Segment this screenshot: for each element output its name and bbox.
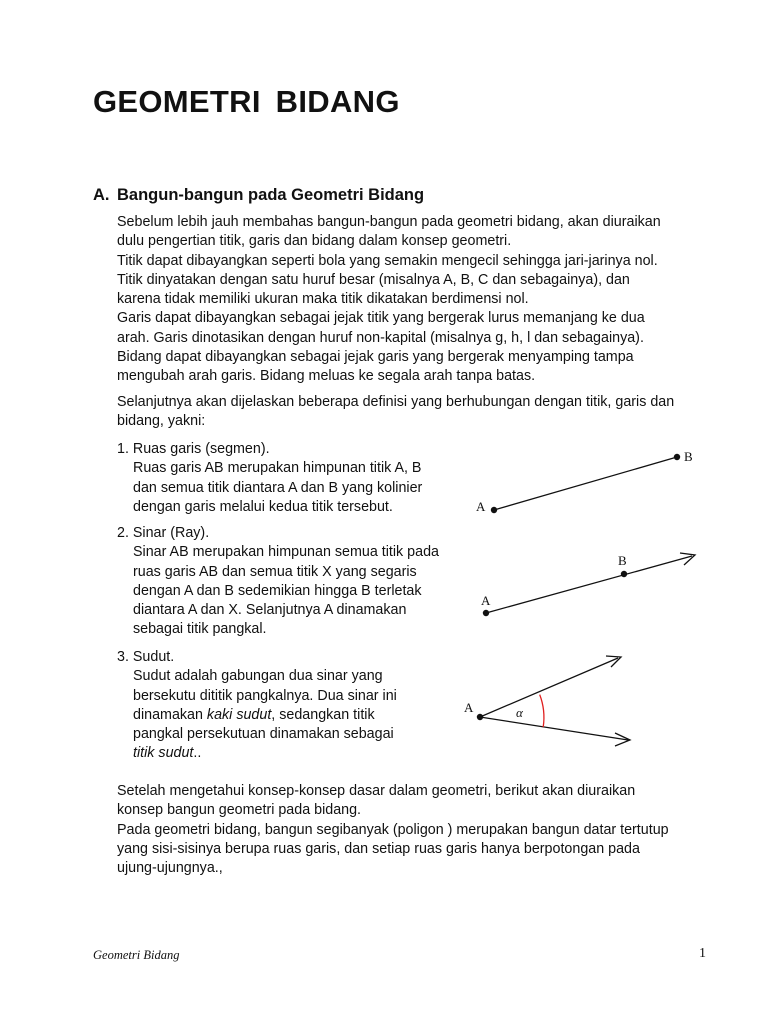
- ray-line: [486, 556, 692, 613]
- point-b-label: B: [684, 449, 693, 464]
- item-heading: 2. Sinar (Ray).: [117, 525, 210, 541]
- segment-diagram: [450, 440, 710, 525]
- point-b-label: B: [618, 553, 627, 568]
- angle-ray-upper: [480, 658, 618, 717]
- definition-item-ray: [117, 524, 467, 640]
- definition-item-segment: [117, 440, 467, 517]
- point-a-dot: [491, 507, 497, 513]
- item-line: [133, 706, 467, 725]
- intro-line: Titik dapat dibayangkan seperti bola yang semakin mengecil sehingga jari-jarinya nol.: [117, 252, 658, 269]
- point-a-dot: [477, 714, 483, 720]
- item-body: [117, 667, 467, 763]
- item-line: Sinar AB merupakan himpunan semua titik pada: [133, 544, 439, 561]
- item-line: bersekutu dititik pangkalnya. Dua sinar ini: [133, 687, 397, 704]
- segment-line: [494, 457, 677, 510]
- footer-title: Geometri Bidang: [93, 948, 180, 962]
- ray-diagram: [450, 540, 710, 625]
- item-text: ..: [193, 745, 202, 762]
- item-line: diantara A dan X. Selanjutnya A dinamakan: [133, 602, 407, 619]
- intro-line: karena tidak memiliki ukuran maka titik dikatakan berdimensi nol.: [117, 291, 529, 308]
- closing-paragraph: [117, 782, 727, 878]
- closing-line: konsep bangun geometri pada bidang.: [117, 802, 362, 819]
- item-line: pangkal persekutuan dinamakan sebagai: [133, 726, 394, 743]
- item-line: sebagai titik pangkal.: [133, 621, 267, 638]
- item-line: Sudut adalah gabungan dua sinar yang: [133, 668, 383, 685]
- closing-line: Pada geometri bidang, bangun segibanyak (poligon ) merupakan bangun datar tertutup: [117, 821, 669, 838]
- definitions-intro-line: bidang, yakni:: [117, 413, 206, 430]
- intro-line: arah. Garis dinotasikan dengan huruf non-kapital (misalnya g, h, l dan sebagainya).: [117, 329, 644, 346]
- intro-line: dulu pengertian titik, garis dan bidang dalam konsep geometri.: [117, 233, 512, 250]
- page-title: GEOMETRI BIDANG: [93, 84, 400, 119]
- item-text: dinamakan: [133, 706, 207, 723]
- intro-line: Sebelum lebih jauh membahas bangun-bangun pada geometri bidang, akan diuraikan: [117, 214, 661, 230]
- definition-item-angle: [117, 648, 467, 764]
- item-body: [117, 459, 467, 517]
- item-line: dengan A dan B sedemikian hingga B terletak: [133, 582, 422, 599]
- definitions-intro: [117, 393, 727, 432]
- definitions-intro-line: Selanjutnya akan dijelaskan beberapa definisi yang berhubungan dengan titik, garis dan: [117, 394, 675, 410]
- section-heading: [93, 186, 424, 205]
- intro-line: mengubah arah garis. Bidang meluas ke segala arah tanpa batas.: [117, 368, 536, 385]
- item-term: kaki sudut: [206, 706, 272, 723]
- closing-line: ujung-ujungnya.,: [117, 860, 223, 877]
- angle-ray-lower: [480, 717, 628, 740]
- point-b-dot: [674, 454, 680, 460]
- intro-line: Garis dapat dibayangkan sebagai jejak titik yang bergerak lurus memanjang ke dua: [117, 310, 645, 327]
- angle-alpha-label: α: [516, 705, 523, 720]
- angle-diagram: [450, 648, 710, 758]
- item-line: dan semua titik diantara A dan B yang kolinier: [133, 479, 423, 496]
- item-line: dengan garis melalui kedua titik tersebut.: [133, 498, 393, 515]
- item-line: [133, 744, 467, 763]
- section-heading-text: Bangun-bangun pada Geometri Bidang: [117, 186, 425, 204]
- point-a-label: A: [481, 593, 491, 608]
- point-a-label: A: [476, 499, 486, 514]
- intro-paragraph: [117, 213, 727, 387]
- item-line: ruas garis AB dan semua titik X yang segaris: [133, 563, 417, 580]
- item-text: , sedangkan titik: [271, 706, 375, 723]
- point-a-dot: [483, 610, 489, 616]
- closing-line: Setelah mengetahui konsep-konsep dasar dalam geometri, berikut akan diuraikan: [117, 783, 636, 799]
- point-a-label: A: [464, 700, 474, 715]
- closing-line: yang sisi-sisinya berupa ruas garis, dan setiap ruas garis hanya berpotongan pada: [117, 840, 640, 857]
- page-number: 1: [699, 946, 706, 961]
- item-heading: 3. Sudut.: [117, 649, 175, 665]
- item-heading: 1. Ruas garis (segmen).: [117, 441, 270, 457]
- item-line: Ruas garis AB merupakan himpunan titik A, B: [133, 460, 422, 477]
- item-term: titik sudut: [133, 745, 194, 762]
- point-b-dot: [621, 571, 627, 577]
- section-letter: A.: [93, 186, 110, 204]
- intro-line: Bidang dapat dibayangkan sebagai jejak garis yang bergerak menyamping tampa: [117, 349, 634, 366]
- intro-line: Titik dinyatakan dengan satu huruf besar (misalnya A, B, C dan sebagainya), dan: [117, 271, 630, 288]
- item-body: [117, 543, 467, 639]
- angle-arc: [540, 695, 544, 727]
